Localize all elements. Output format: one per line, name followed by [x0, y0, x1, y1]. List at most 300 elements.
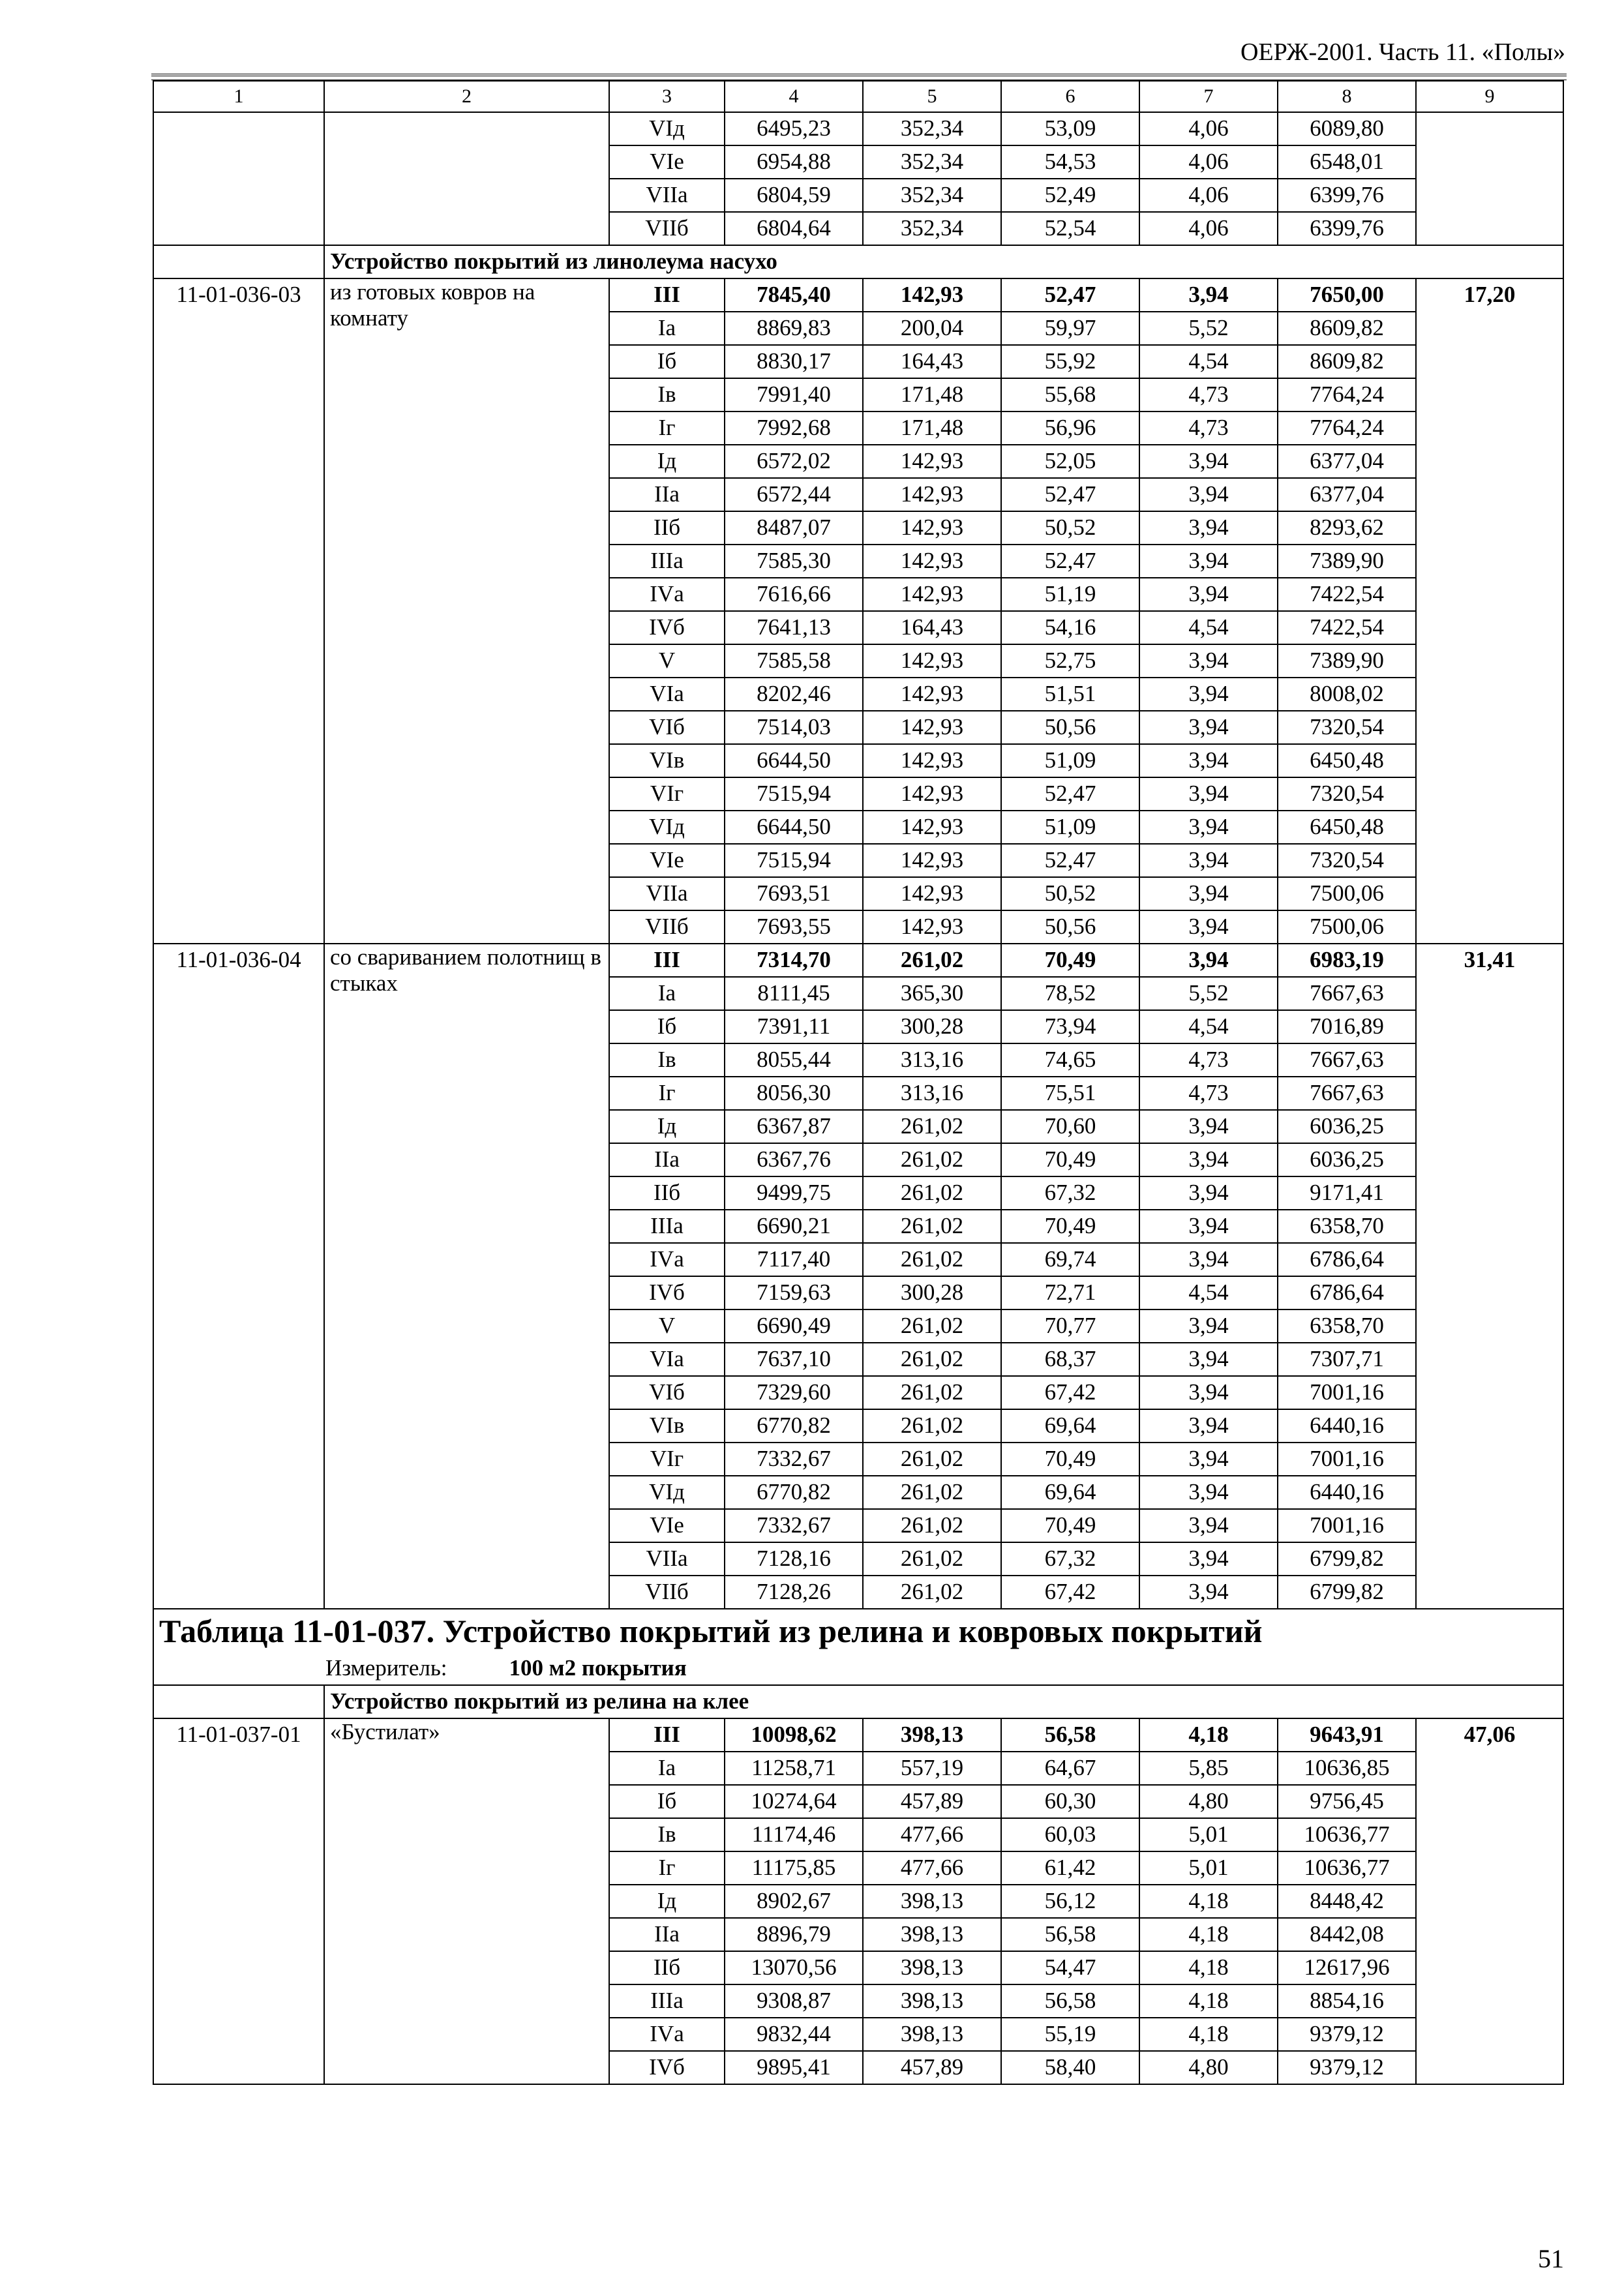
territory-class: VIб: [609, 1376, 725, 1409]
value-cell: 6399,76: [1278, 179, 1416, 212]
value-cell: 6358,70: [1278, 1309, 1416, 1343]
value-cell: 142,93: [863, 511, 1001, 545]
value-cell: 8293,62: [1278, 511, 1416, 545]
value-cell: 3,94: [1139, 744, 1278, 777]
territory-class: IVб: [609, 1276, 725, 1309]
value-cell: 6367,76: [725, 1143, 863, 1176]
territory-class: V: [609, 1309, 725, 1343]
value-cell: 3,94: [1139, 1210, 1278, 1243]
table-row: [153, 1718, 1563, 1752]
value-cell: 6440,16: [1278, 1476, 1416, 1509]
value-cell: 142,93: [863, 644, 1001, 678]
value-cell: 7001,16: [1278, 1509, 1416, 1542]
territory-class: IIIа: [609, 1984, 725, 2018]
value-cell: 6770,82: [725, 1476, 863, 1509]
value-cell: 52,47: [1001, 844, 1139, 877]
value-cell: 56,58: [1001, 1918, 1139, 1951]
value-cell: 142,93: [863, 777, 1001, 811]
value-cell: 5,85: [1139, 1752, 1278, 1785]
value-cell: 70,77: [1001, 1309, 1139, 1343]
value-cell: 7159,63: [725, 1276, 863, 1309]
territory-class: III: [609, 1718, 725, 1752]
territory-class: VIд: [609, 1476, 725, 1509]
item-code: 11-01-036-03: [153, 278, 324, 944]
value-cell: 9379,12: [1278, 2051, 1416, 2084]
column-number: 9: [1416, 81, 1563, 112]
territory-class: Iг: [609, 411, 725, 445]
value-cell: 3,94: [1139, 1509, 1278, 1542]
value-cell: 7650,00: [1278, 278, 1416, 312]
value-cell: 261,02: [863, 1509, 1001, 1542]
value-cell: 52,47: [1001, 278, 1139, 312]
value-cell: 261,02: [863, 1576, 1001, 1609]
value-cell: 70,49: [1001, 944, 1139, 977]
value-cell: 261,02: [863, 1309, 1001, 1343]
value-cell: 7616,66: [725, 578, 863, 611]
value-cell: 6399,76: [1278, 212, 1416, 245]
value-cell: 3,94: [1139, 877, 1278, 910]
value-cell: 4,73: [1139, 378, 1278, 411]
value-cell: 6954,88: [725, 145, 863, 179]
value-cell: 52,75: [1001, 644, 1139, 678]
territory-class: Iа: [609, 977, 725, 1010]
value-cell: 3,94: [1139, 1343, 1278, 1376]
value-cell: 75,51: [1001, 1077, 1139, 1110]
value-cell: 171,48: [863, 378, 1001, 411]
territory-class: IIб: [609, 1176, 725, 1210]
column-number: 7: [1139, 81, 1278, 112]
territory-class: Iд: [609, 1885, 725, 1918]
value-cell: 4,54: [1139, 1010, 1278, 1043]
value-cell: 7128,26: [725, 1576, 863, 1609]
value-cell: 4,18: [1139, 1718, 1278, 1752]
value-cell: 52,47: [1001, 777, 1139, 811]
territory-class: Iб: [609, 345, 725, 378]
value-cell: 6450,48: [1278, 811, 1416, 844]
value-cell: 60,30: [1001, 1785, 1139, 1818]
value-cell: 557,19: [863, 1752, 1001, 1785]
value-cell: 164,43: [863, 345, 1001, 378]
value-cell: 4,54: [1139, 611, 1278, 644]
territory-class: III: [609, 278, 725, 312]
value-cell: 7307,71: [1278, 1343, 1416, 1376]
value-cell: 3,94: [1139, 1576, 1278, 1609]
value-cell: 398,13: [863, 1984, 1001, 2018]
value-cell: 457,89: [863, 2051, 1001, 2084]
value-cell: 300,28: [863, 1010, 1001, 1043]
value-cell: 261,02: [863, 1409, 1001, 1443]
territory-class: VIг: [609, 777, 725, 811]
value-cell: 7992,68: [725, 411, 863, 445]
value-cell: 7320,54: [1278, 844, 1416, 877]
territory-class: VIе: [609, 145, 725, 179]
value-cell: 142,93: [863, 578, 1001, 611]
value-cell: 142,93: [863, 545, 1001, 578]
value-cell: 4,06: [1139, 212, 1278, 245]
value-cell: 261,02: [863, 1542, 1001, 1576]
value-cell: 69,64: [1001, 1476, 1139, 1509]
value-cell: 6036,25: [1278, 1110, 1416, 1143]
territory-class: VIв: [609, 1409, 725, 1443]
territory-class: Iв: [609, 378, 725, 411]
value-cell: 3,94: [1139, 1476, 1278, 1509]
value-cell: 68,37: [1001, 1343, 1139, 1376]
value-cell: 5,52: [1139, 312, 1278, 345]
value-cell: 6089,80: [1278, 112, 1416, 145]
value-cell: 3,94: [1139, 1443, 1278, 1476]
value-cell: 9499,75: [725, 1176, 863, 1210]
value-cell: 6690,49: [725, 1309, 863, 1343]
value-cell: 3,94: [1139, 678, 1278, 711]
value-cell: 8487,07: [725, 511, 863, 545]
unit-cell: [153, 1653, 1563, 1685]
value-cell: 7693,55: [725, 910, 863, 944]
value-cell: 7320,54: [1278, 777, 1416, 811]
table-title: Таблица 11-01-037. Устройство покрытий из релина и ковровых покрытий: [153, 1609, 1563, 1653]
value-cell: 142,93: [863, 844, 1001, 877]
value-cell: 56,12: [1001, 1885, 1139, 1918]
value-cell: 3,94: [1139, 278, 1278, 312]
value-cell: 10274,64: [725, 1785, 863, 1818]
value-cell: 7332,67: [725, 1509, 863, 1542]
value-cell: 70,60: [1001, 1110, 1139, 1143]
territory-class: Iд: [609, 1110, 725, 1143]
value-cell: 7585,30: [725, 545, 863, 578]
value-cell: 50,52: [1001, 877, 1139, 910]
value-cell: 477,66: [863, 1851, 1001, 1885]
value-cell: 7422,54: [1278, 611, 1416, 644]
value-cell: 64,67: [1001, 1752, 1139, 1785]
value-cell: 3,94: [1139, 910, 1278, 944]
value-cell: 74,65: [1001, 1043, 1139, 1077]
value-cell: 261,02: [863, 1176, 1001, 1210]
territory-class: VIIб: [609, 910, 725, 944]
value-cell: 477,66: [863, 1818, 1001, 1851]
value-cell: 142,93: [863, 744, 1001, 777]
value-cell: 6377,04: [1278, 478, 1416, 511]
value-cell: 8111,45: [725, 977, 863, 1010]
value-cell: 4,80: [1139, 2051, 1278, 2084]
value-cell: 6786,64: [1278, 1276, 1416, 1309]
value-cell: 6440,16: [1278, 1409, 1416, 1443]
value-cell: 7391,11: [725, 1010, 863, 1043]
column-number: 5: [863, 81, 1001, 112]
column-number: 4: [725, 81, 863, 112]
value-cell: 55,19: [1001, 2018, 1139, 2051]
value-cell: 8609,82: [1278, 345, 1416, 378]
value-cell: 4,54: [1139, 1276, 1278, 1309]
value-cell: 8609,82: [1278, 312, 1416, 345]
value-cell: 7585,58: [725, 644, 863, 678]
value-cell: 261,02: [863, 1243, 1001, 1276]
item-description: «Бустилат»: [324, 1718, 609, 2084]
value-cell: 51,51: [1001, 678, 1139, 711]
value-cell: 261,02: [863, 1110, 1001, 1143]
value-cell: 6358,70: [1278, 1210, 1416, 1243]
value-cell: 4,18: [1139, 1951, 1278, 1984]
value-cell: 6786,64: [1278, 1243, 1416, 1276]
value-cell: 7641,13: [725, 611, 863, 644]
value-cell: 9832,44: [725, 2018, 863, 2051]
value-cell: 261,02: [863, 1376, 1001, 1409]
value-cell: 51,09: [1001, 744, 1139, 777]
value-cell: 398,13: [863, 1885, 1001, 1918]
value-cell: 3,94: [1139, 1143, 1278, 1176]
value-cell: 11258,71: [725, 1752, 863, 1785]
value-cell: 60,03: [1001, 1818, 1139, 1851]
value-cell: 50,56: [1001, 711, 1139, 744]
section-heading-row: [153, 1685, 1563, 1718]
value-cell: 73,94: [1001, 1010, 1139, 1043]
value-cell: 78,52: [1001, 977, 1139, 1010]
value-cell: 50,56: [1001, 910, 1139, 944]
table-row: [153, 112, 1563, 145]
territory-class: IIб: [609, 1951, 725, 1984]
value-cell: 7764,24: [1278, 411, 1416, 445]
labor-cost: [1416, 112, 1563, 245]
value-cell: 300,28: [863, 1276, 1001, 1309]
value-cell: 7515,94: [725, 844, 863, 877]
value-cell: 3,94: [1139, 578, 1278, 611]
value-cell: 261,02: [863, 1343, 1001, 1376]
value-cell: 142,93: [863, 711, 1001, 744]
territory-class: Iв: [609, 1818, 725, 1851]
value-cell: 200,04: [863, 312, 1001, 345]
value-cell: 8902,67: [725, 1885, 863, 1918]
value-cell: 8056,30: [725, 1077, 863, 1110]
value-cell: 9756,45: [1278, 1785, 1416, 1818]
value-cell: 3,94: [1139, 777, 1278, 811]
section-spacer: [153, 245, 324, 278]
value-cell: 7389,90: [1278, 545, 1416, 578]
value-cell: 7329,60: [725, 1376, 863, 1409]
territory-class: Iд: [609, 445, 725, 478]
value-cell: 51,09: [1001, 811, 1139, 844]
value-cell: 3,94: [1139, 511, 1278, 545]
value-cell: 7001,16: [1278, 1376, 1416, 1409]
value-cell: 10636,85: [1278, 1752, 1416, 1785]
value-cell: 142,93: [863, 478, 1001, 511]
territory-class: Iа: [609, 312, 725, 345]
territory-class: VIIб: [609, 212, 725, 245]
value-cell: 9308,87: [725, 1984, 863, 2018]
value-cell: 67,32: [1001, 1542, 1139, 1576]
value-cell: 10098,62: [725, 1718, 863, 1752]
territory-class: VIг: [609, 1443, 725, 1476]
value-cell: 56,58: [1001, 1718, 1139, 1752]
value-cell: 7991,40: [725, 378, 863, 411]
header-rule: [151, 74, 1567, 80]
value-cell: 6450,48: [1278, 744, 1416, 777]
value-cell: 142,93: [863, 278, 1001, 312]
unit-value: 100 м2 покрытия: [509, 1655, 687, 1681]
value-cell: 8008,02: [1278, 678, 1416, 711]
labor-cost: 17,20: [1416, 278, 1563, 944]
territory-class: IIа: [609, 478, 725, 511]
value-cell: 7667,63: [1278, 977, 1416, 1010]
territory-class: VIе: [609, 844, 725, 877]
value-cell: 398,13: [863, 2018, 1001, 2051]
territory-class: VIIб: [609, 1576, 725, 1609]
value-cell: 61,42: [1001, 1851, 1139, 1885]
value-cell: 7117,40: [725, 1243, 863, 1276]
unit-row: [153, 1653, 1563, 1685]
value-cell: 67,32: [1001, 1176, 1139, 1210]
value-cell: 6495,23: [725, 112, 863, 145]
value-cell: 4,06: [1139, 145, 1278, 179]
territory-class: Iб: [609, 1785, 725, 1818]
value-cell: 3,94: [1139, 478, 1278, 511]
value-cell: 6036,25: [1278, 1143, 1416, 1176]
value-cell: 52,05: [1001, 445, 1139, 478]
labor-cost: 31,41: [1416, 944, 1563, 1609]
column-number: 1: [153, 81, 324, 112]
value-cell: 4,54: [1139, 345, 1278, 378]
value-cell: 8448,42: [1278, 1885, 1416, 1918]
territory-class: VIIа: [609, 877, 725, 910]
value-cell: 54,53: [1001, 145, 1139, 179]
value-cell: 59,97: [1001, 312, 1139, 345]
territory-class: VIб: [609, 711, 725, 744]
value-cell: 3,94: [1139, 1409, 1278, 1443]
value-cell: 6377,04: [1278, 445, 1416, 478]
item-code: 11-01-036-04: [153, 944, 324, 1609]
value-cell: 4,18: [1139, 1918, 1278, 1951]
unit-label: Измеритель:: [325, 1655, 447, 1681]
section-heading: Устройство покрытий из релина на клее: [324, 1685, 1563, 1718]
value-cell: 7693,51: [725, 877, 863, 910]
territory-class: VIа: [609, 678, 725, 711]
value-cell: 3,94: [1139, 1110, 1278, 1143]
value-cell: 5,52: [1139, 977, 1278, 1010]
value-cell: 4,80: [1139, 1785, 1278, 1818]
value-cell: 398,13: [863, 1951, 1001, 1984]
value-cell: 70,49: [1001, 1509, 1139, 1542]
value-cell: 7667,63: [1278, 1043, 1416, 1077]
territory-class: Iа: [609, 1752, 725, 1785]
table-row: [153, 278, 1563, 312]
value-cell: 3,94: [1139, 1309, 1278, 1343]
territory-class: IVб: [609, 611, 725, 644]
value-cell: 8055,44: [725, 1043, 863, 1077]
territory-class: IIб: [609, 511, 725, 545]
value-cell: 352,34: [863, 145, 1001, 179]
value-cell: 7016,89: [1278, 1010, 1416, 1043]
value-cell: 6690,21: [725, 1210, 863, 1243]
value-cell: 3,94: [1139, 711, 1278, 744]
value-cell: 55,92: [1001, 345, 1139, 378]
value-cell: 9895,41: [725, 2051, 863, 2084]
value-cell: 7500,06: [1278, 910, 1416, 944]
territory-class: V: [609, 644, 725, 678]
value-cell: 3,94: [1139, 1542, 1278, 1576]
territory-class: VIIа: [609, 1542, 725, 1576]
item-description: со свариванием полотнищ в стыках: [324, 944, 609, 1609]
value-cell: 261,02: [863, 944, 1001, 977]
item-code: 11-01-037-01: [153, 1718, 324, 2084]
value-cell: 3,94: [1139, 445, 1278, 478]
value-cell: 8869,83: [725, 312, 863, 345]
value-cell: 9379,12: [1278, 2018, 1416, 2051]
value-cell: 313,16: [863, 1043, 1001, 1077]
value-cell: 7667,63: [1278, 1077, 1416, 1110]
value-cell: 6770,82: [725, 1409, 863, 1443]
value-cell: 6644,50: [725, 811, 863, 844]
value-cell: 142,93: [863, 811, 1001, 844]
value-cell: 50,52: [1001, 511, 1139, 545]
value-cell: 10636,77: [1278, 1851, 1416, 1885]
value-cell: 9171,41: [1278, 1176, 1416, 1210]
territory-class: Iг: [609, 1851, 725, 1885]
value-cell: 8896,79: [725, 1918, 863, 1951]
value-cell: 3,94: [1139, 944, 1278, 977]
value-cell: 69,74: [1001, 1243, 1139, 1276]
value-cell: 6572,02: [725, 445, 863, 478]
value-cell: 56,58: [1001, 1984, 1139, 2018]
value-cell: 4,06: [1139, 179, 1278, 212]
value-cell: 5,01: [1139, 1851, 1278, 1885]
value-cell: 8202,46: [725, 678, 863, 711]
value-cell: 164,43: [863, 611, 1001, 644]
table-row: [153, 944, 1563, 977]
value-cell: 6644,50: [725, 744, 863, 777]
territory-class: IVа: [609, 578, 725, 611]
territory-class: IIIа: [609, 545, 725, 578]
value-cell: 56,96: [1001, 411, 1139, 445]
value-cell: 3,94: [1139, 1376, 1278, 1409]
territory-class: VIв: [609, 744, 725, 777]
value-cell: 67,42: [1001, 1576, 1139, 1609]
value-cell: 3,94: [1139, 811, 1278, 844]
territory-class: IIа: [609, 1918, 725, 1951]
value-cell: 261,02: [863, 1210, 1001, 1243]
value-cell: 51,19: [1001, 578, 1139, 611]
value-cell: 3,94: [1139, 644, 1278, 678]
territory-class: VIIа: [609, 179, 725, 212]
item-description: [324, 112, 609, 245]
value-cell: 6572,44: [725, 478, 863, 511]
value-cell: 457,89: [863, 1785, 1001, 1818]
value-cell: 352,34: [863, 179, 1001, 212]
value-cell: 8442,08: [1278, 1918, 1416, 1951]
territory-class: Iг: [609, 1077, 725, 1110]
territory-class: VIд: [609, 112, 725, 145]
territory-class: Iв: [609, 1043, 725, 1077]
value-cell: 7320,54: [1278, 711, 1416, 744]
value-cell: 4,73: [1139, 1077, 1278, 1110]
value-cell: 3,94: [1139, 1243, 1278, 1276]
territory-class: Iб: [609, 1010, 725, 1043]
value-cell: 6804,64: [725, 212, 863, 245]
value-cell: 7500,06: [1278, 877, 1416, 910]
value-cell: 7845,40: [725, 278, 863, 312]
value-cell: 6804,59: [725, 179, 863, 212]
value-cell: 7515,94: [725, 777, 863, 811]
value-cell: 4,18: [1139, 2018, 1278, 2051]
value-cell: 7314,70: [725, 944, 863, 977]
value-cell: 6983,19: [1278, 944, 1416, 977]
value-cell: 398,13: [863, 1918, 1001, 1951]
value-cell: 7764,24: [1278, 378, 1416, 411]
column-number: 6: [1001, 81, 1139, 112]
territory-class: III: [609, 944, 725, 977]
value-cell: 352,34: [863, 212, 1001, 245]
value-cell: 6799,82: [1278, 1576, 1416, 1609]
value-cell: 7637,10: [725, 1343, 863, 1376]
price-table-body: [153, 81, 1563, 2084]
territory-class: VIа: [609, 1343, 725, 1376]
value-cell: 4,18: [1139, 1885, 1278, 1918]
